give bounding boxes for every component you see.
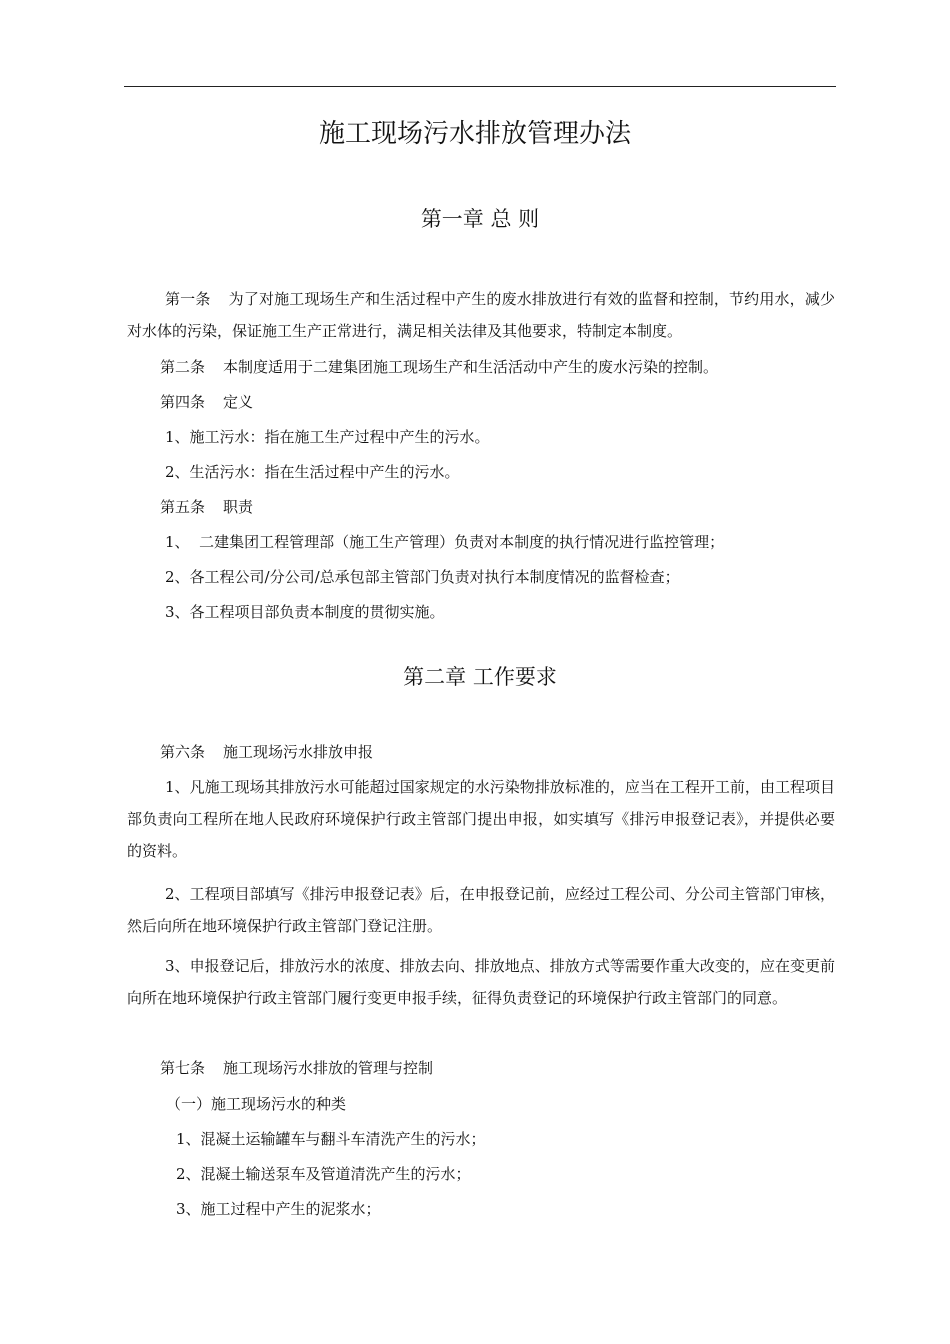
pollution-type-1: 1、混凝土运输罐车与翻斗车清洗产生的污水； — [176, 1130, 486, 1148]
article-6-paragraph-2: 2、工程项目部填写《排污申报登记表》后，在申报登记前，应经过工程公司、分公司主管部门审核，然后向所在地环境保护行政主管部门登记注册。 — [127, 885, 835, 935]
article-7-label: 第七条 — [160, 1059, 206, 1077]
article-2-text: 本制度适用于二建集团施工现场生产和生活活动中产生的废水污染的控制。 — [223, 358, 719, 376]
article-4 — [160, 391, 253, 413]
article-7 — [160, 1057, 433, 1079]
chapter-1-heading: 第一章 总 则 — [420, 207, 540, 231]
article-1-text: 为了对施工现场生产和生活过程中产生的废水排放进行有效的监督和控制，节约用水，减少对水体的污染，保证施工生产正常进行，满足相关法律及其他要求，特制定本制度。 — [127, 290, 835, 340]
article-6-paragraph-1: 1、凡施工现场其排放污水可能超过国家规定的水污染物排放标准的，应当在工程开工前，由工程项目部负责向工程所在地人民政府环境保护行政主管部门提出申报，如实填写《排污申报登记表》，并提供必要的资料。 — [127, 778, 835, 860]
article-6-paragraph-3: 3、申报登记后，排放污水的浓度、排放去向、排放地点、排放方式等需要作重大改变的，应在变更前向所在地环境保护行政主管部门履行变更申报手续，征得负责登记的环境保护行政主管部门的同意。 — [127, 957, 835, 1007]
header-rule — [124, 86, 836, 87]
pollution-type-2: 2、混凝土输送泵车及管道清洗产生的污水； — [176, 1165, 471, 1183]
pollution-type-3: 3、施工过程中产生的泥浆水； — [176, 1200, 381, 1218]
chapter-2-heading: 第二章 工作要求 — [403, 665, 557, 689]
article-4-text: 定义 — [223, 393, 254, 411]
article-6-text: 施工现场污水排放申报 — [223, 743, 374, 761]
article-1 — [127, 283, 835, 347]
article-1-label: 第一条 — [165, 290, 211, 308]
article-5-text: 职责 — [223, 498, 254, 516]
definition-1: 1、施工污水：指在施工生产过程中产生的污水。 — [165, 428, 490, 446]
article-5 — [160, 496, 253, 518]
article-5-label: 第五条 — [160, 498, 206, 516]
duty-1: 1、 二建集团工程管理部（施工生产管理）负责对本制度的执行情况进行监控管理； — [165, 533, 725, 551]
subsection-1: （一）施工现场污水的种类 — [166, 1095, 347, 1113]
article-6-label: 第六条 — [160, 743, 206, 761]
document-title: 施工现场污水排放管理办法 — [318, 119, 631, 149]
duty-2: 2、各工程公司/分公司/总承包部主管部门负责对执行本制度情况的监督检查； — [165, 568, 680, 586]
article-2 — [160, 356, 718, 378]
duty-3: 3、各工程项目部负责本制度的贯彻实施。 — [165, 603, 445, 621]
article-7-text: 施工现场污水排放的管理与控制 — [223, 1059, 434, 1077]
article-6 — [160, 741, 373, 763]
article-4-label: 第四条 — [160, 393, 206, 411]
article-2-label: 第二条 — [160, 358, 206, 376]
definition-2: 2、生活污水：指在生活过程中产生的污水。 — [165, 463, 460, 481]
